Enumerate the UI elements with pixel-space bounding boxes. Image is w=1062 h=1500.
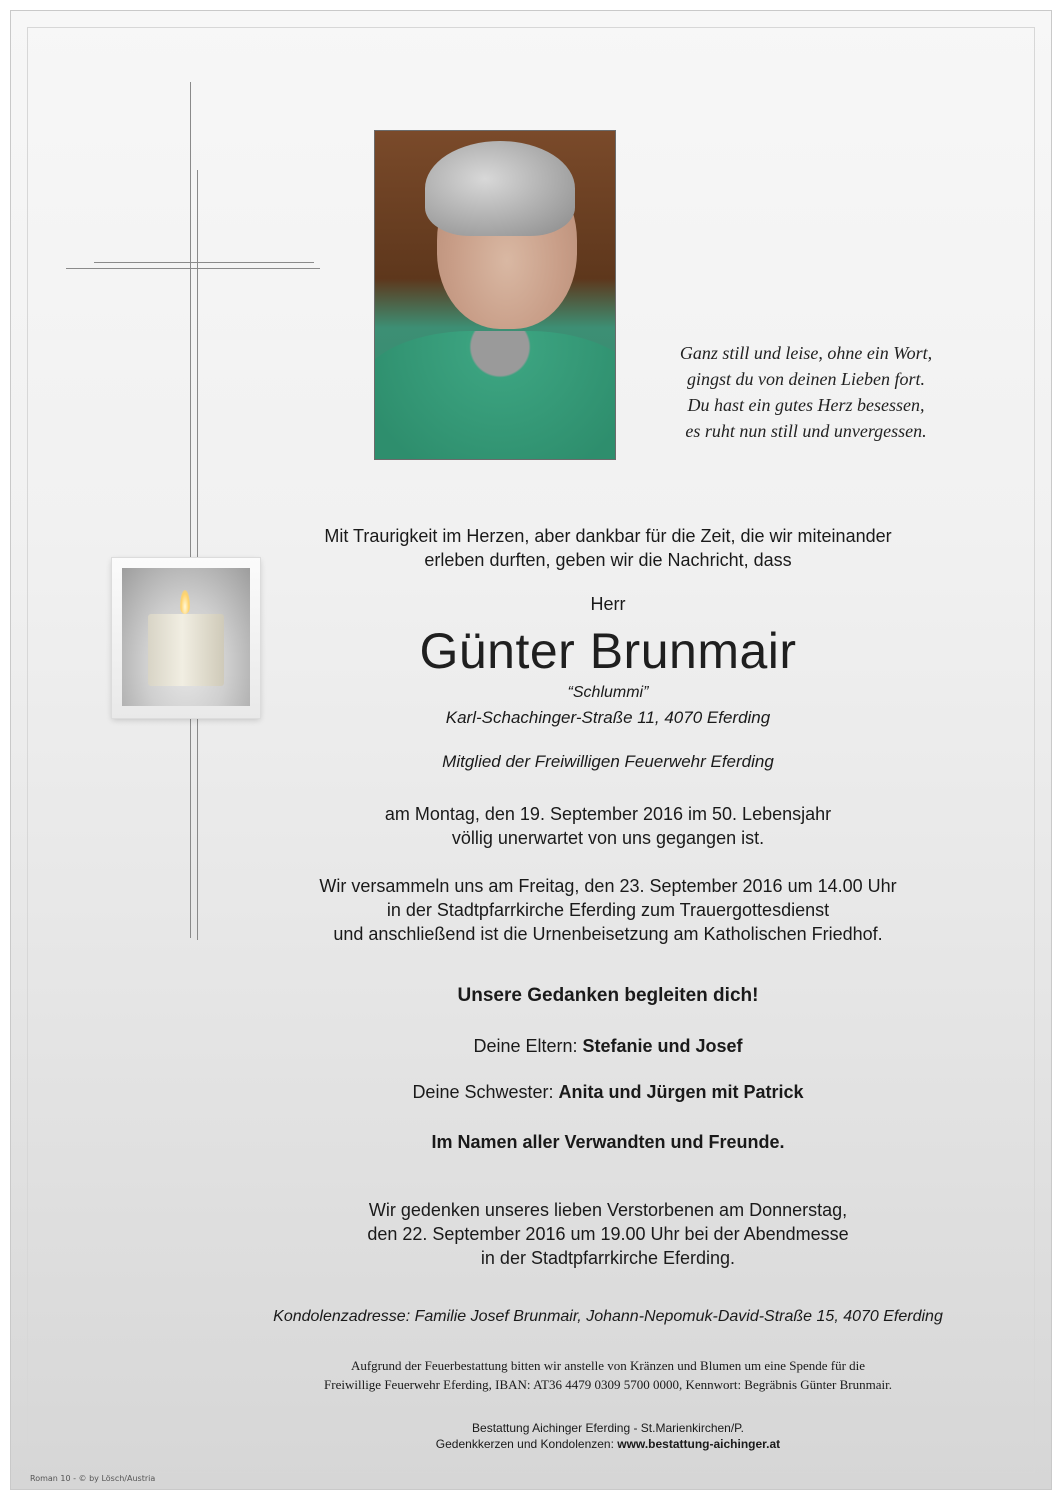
poem-line: gingst du von deinen Lieben fort. <box>687 369 925 389</box>
funeral-line: Wir versammeln uns am Freitag, den 23. September 2016 um 14.00 Uhr <box>319 876 897 896</box>
mourner-label: Deine Schwester: <box>412 1082 559 1102</box>
relatives-line: Im Namen aller Verwandten und Freunde. <box>431 1132 785 1152</box>
donation-note <box>200 1356 1016 1394</box>
memorial-line: den 22. September 2016 um 19.00 Uhr bei der Abendmesse <box>367 1224 849 1244</box>
print-credit: Roman 10 - © by Lösch/Austria <box>30 1474 156 1483</box>
death-notice <box>236 802 980 850</box>
funeral-line: in der Stadtpfarrkirche Eferding zum Trauergottesdienst <box>386 900 830 920</box>
mourner-names: Anita und Jürgen mit Patrick <box>558 1082 804 1102</box>
intro-text <box>236 524 980 572</box>
donation-line: Aufgrund der Feuerbestattung bitten wir anstelle von Kränzen und Blumen um eine Spende für die <box>350 1358 866 1373</box>
address: Karl-Schachinger-Straße 11, 4070 Eferding <box>445 708 771 727</box>
online-condolences <box>236 1436 980 1452</box>
memorial-mass <box>236 1198 980 1270</box>
deceased-name: Günter Brunmair <box>419 623 797 679</box>
memorial-line: Wir gedenken unseres lieben Verstorbenen am Donnerstag, <box>368 1200 848 1220</box>
mourner-label: Deine Eltern: <box>473 1036 583 1056</box>
death-notice-line: am Montag, den 19. September 2016 im 50. Lebensjahr <box>384 804 832 824</box>
funeral-details <box>236 874 980 946</box>
nickname: “Schlummi” <box>567 684 649 701</box>
mourner-names: Stefanie und Josef <box>582 1036 743 1056</box>
condolence-address: Kondolenzadresse: Familie Josef Brunmair, Johann-Nepomuk-David-Straße 15, 4070 Eferding <box>273 1308 943 1325</box>
online-label: Gedenkkerzen und Kondolenzen: <box>435 1437 618 1451</box>
poem-line: es ruht nun still und unvergessen. <box>685 421 927 441</box>
membership: Mitglied der Freiwilligen Feuerwehr Eferding <box>442 752 774 771</box>
motto: Unsere Gedanken begleiten dich! <box>457 985 759 1006</box>
donation-line: Freiwillige Feuerwehr Eferding, IBAN: AT36 4479 0309 5700 0000, Kennwort: Begräbnis Günter Brunmair. <box>324 1377 892 1392</box>
funeral-line: und anschließend ist die Urnenbeisetzung am Katholischen Friedhof. <box>333 924 883 944</box>
salutation: Herr <box>590 594 626 614</box>
undertaker-info <box>236 1420 980 1452</box>
undertaker-name: Bestattung Aichinger Eferding - St.Marienkirchen/P. <box>472 1421 744 1435</box>
poem <box>600 340 1012 444</box>
memorial-line: in der Stadtpfarrkirche Eferding. <box>480 1248 736 1268</box>
death-notice-line: völlig unerwartet von uns gegangen ist. <box>451 828 765 848</box>
intro-line: Mit Traurigkeit im Herzen, aber dankbar für die Zeit, die wir miteinander <box>324 526 892 546</box>
portrait-photo <box>374 130 616 460</box>
intro-line: erleben durften, geben wir die Nachricht, dass <box>424 550 792 570</box>
poem-line: Ganz still und leise, ohne ein Wort, <box>679 343 933 363</box>
website-link[interactable]: www.bestattung-aichinger.at <box>617 1437 781 1451</box>
mourner-sister <box>236 1080 980 1104</box>
mourner-parents <box>236 1034 980 1058</box>
poem-line: Du hast ein gutes Herz besessen, <box>687 395 925 415</box>
